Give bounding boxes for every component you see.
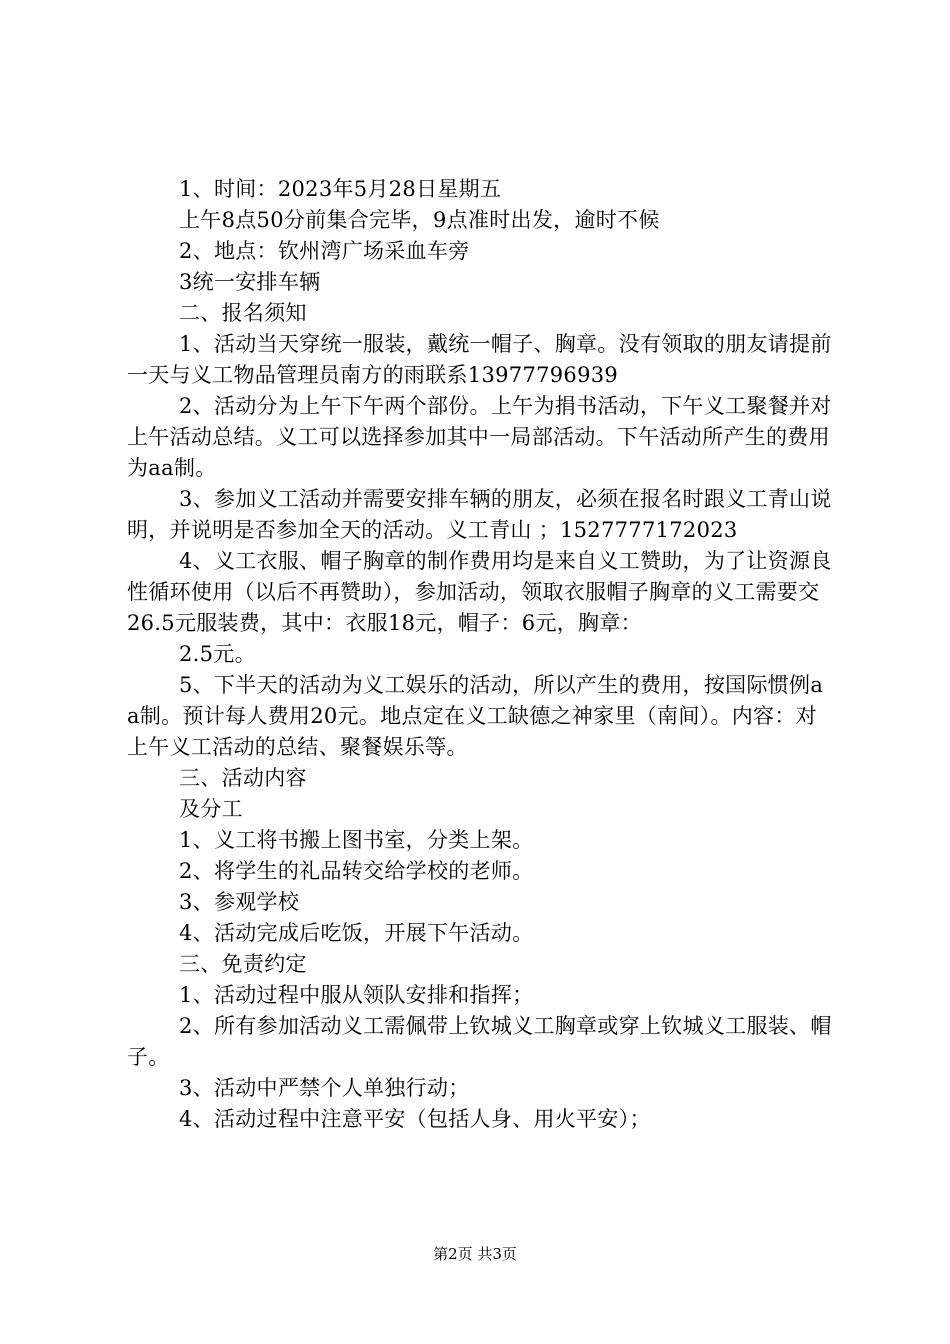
list-item-meal: 4、活动完成后吃饭，开展下午活动。 [179, 921, 534, 945]
paragraph-schedule: 2、活动分为上午下午两个部份。上午为捐书活动，下午义工聚餐并对上午活动总结。义工可以选择参加其中一局部活动。下午活动所产生的费用为aa制。 [127, 394, 832, 480]
document-body [127, 174, 832, 1135]
page-footer [0, 1244, 950, 1264]
paragraph-fees: 4、义工衣服、帽子胸章的制作费用均是来自义工赞助，为了让资源良性循环使用（以后不再赞助），参加活动，领取衣服帽子胸章的义工需要交26.5元服装费，其中：衣服18元，帽子：6元，胸章： [127, 549, 832, 635]
list-item-books: 1、义工将书搬上图书室，分类上架。 [179, 828, 534, 852]
paragraph-uniform: 1、活动当天穿统一服装，戴统一帽子、胸章。没有领取的朋友请提前一天与义工物品管理员南方的雨联系13977796939 [127, 332, 832, 387]
list-item-safety: 4、活动过程中注意平安（包括人身、用火平安）； [179, 1107, 651, 1131]
paragraph-afternoon: 5、下半天的活动为义工娱乐的活动，所以产生的费用，按国际惯例aa制。预计每人费用20元。地点定在义工缺德之神家里（南间）。内容：对上午义工活动的总结、聚餐娱乐等。 [127, 673, 824, 759]
list-item-visit: 3、参观学校 [179, 890, 300, 914]
list-item-badge: 2、所有参加活动义工需佩带上钦城义工胸章或穿上钦城义工服装、帽子。 [127, 1014, 832, 1069]
list-item-obey: 1、活动过程中服从领队安排和指挥； [179, 983, 534, 1007]
paragraph-vehicles: 3统一安排车辆 [179, 270, 321, 294]
paragraph-location: 2、地点：钦州湾广场采血车旁 [179, 239, 470, 263]
page-number-label: 第2页 共3页 [433, 1245, 517, 1263]
paragraph-division: 及分工 [179, 797, 243, 821]
section-heading-content: 三、活动内容 [179, 766, 307, 790]
paragraph-time: 1、时间：2023年5月28日星期五 [179, 177, 502, 201]
paragraph-transport: 3、参加义工活动并需要安排车辆的朋友，必须在报名时跟义工青山说明，并说明是否参加全天的活动。义工青山 ；1527777172023 [127, 487, 832, 542]
list-item-gifts: 2、将学生的礼品转交给学校的老师。 [179, 859, 534, 883]
section-heading-registration: 二、报名须知 [179, 301, 307, 325]
list-item-no-solo: 3、活动中严禁个人单独行动； [179, 1076, 470, 1100]
section-heading-disclaimer: 三、免责约定 [179, 952, 307, 976]
paragraph-badge-fee: 2.5元。 [179, 642, 256, 666]
paragraph-assembly: 上午8点50分前集合完毕，9点准时出发，逾时不候 [179, 208, 660, 232]
